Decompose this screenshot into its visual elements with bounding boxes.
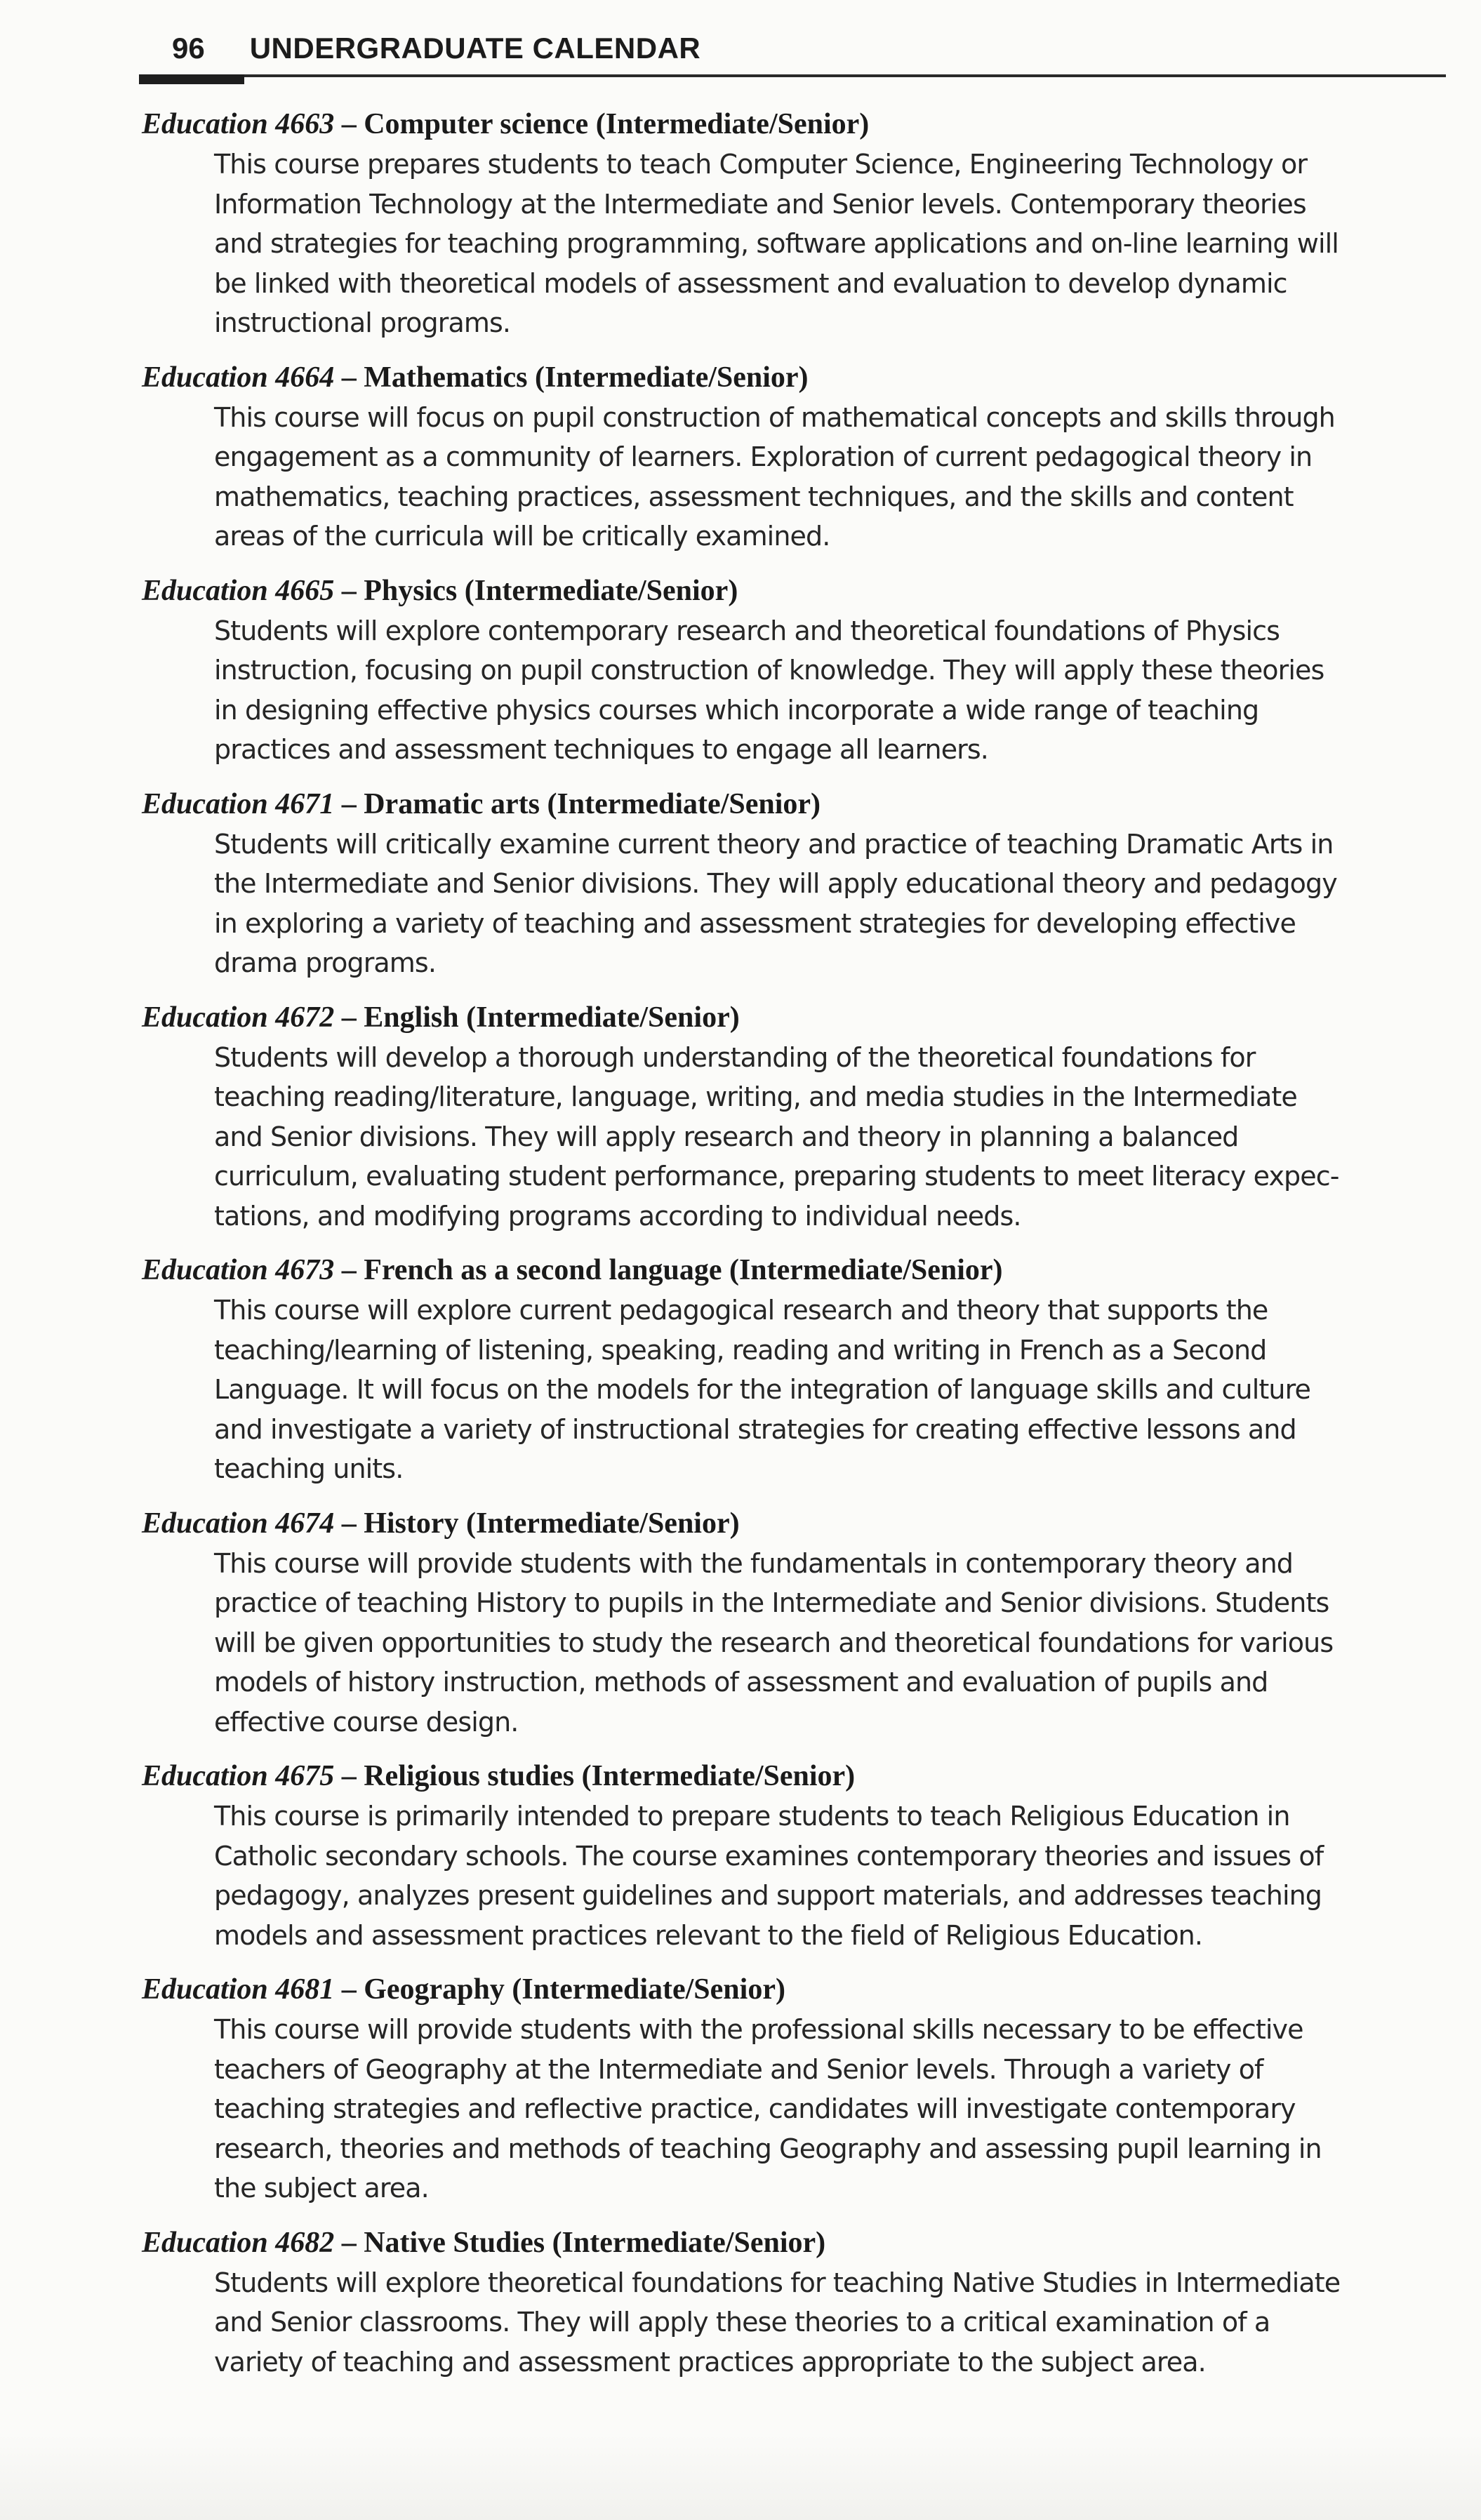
description-line: and Senior classrooms. They will apply these theories to a critical examination of a [214,2307,1270,2338]
running-head [172,24,700,73]
description-line: Catholic secondary schools. The course examines contemporary theories and issues of [214,1840,1324,1872]
course-entry [142,999,1454,1236]
course-code: Education 4681 [142,1973,335,2006]
course-entry [142,105,1454,343]
course-entry [142,1971,1454,2208]
course-description [214,398,1453,556]
description-line: practice of teaching History to pupils in the Intermediate and Senior divisions. Students [214,1587,1329,1618]
course-title: English (Intermediate/Senior) [364,1001,740,1034]
description-line: Students will explore theoretical foundations for teaching Native Studies in Intermediate [214,2267,1341,2298]
course-title: Geography (Intermediate/Senior) [364,1973,785,2006]
description-line: in exploring a variety of teaching and assessment strategies for developing effective [214,907,1296,939]
course-heading [142,785,1454,823]
course-heading [142,2224,1454,2262]
course-description [214,145,1453,343]
page-bottom-shade [0,2435,1481,2520]
description-line: This course will provide students with the fundamentals in contemporary theory and [214,1547,1293,1579]
description-line: mathematics, teaching practices, assessment techniques, and the skills and content [214,481,1294,512]
course-code: Education 4663 [142,108,335,140]
description-line: will be given opportunities to study the research and theoretical foundations for various [214,1627,1334,1658]
description-line: Students will critically examine current theory and practice of teaching Dramatic Arts in [214,828,1334,860]
heading-dash: – [341,787,357,820]
description-line: curriculum, evaluating student performance, preparing students to meet literacy expec- [214,1161,1339,1192]
description-line: This course will focus on pupil construction of mathematical concepts and skills through [214,401,1335,433]
description-line: This course will provide students with the professional skills necessary to be effective [214,2014,1303,2045]
heading-dash: – [341,361,357,394]
header-rule-block [139,74,244,84]
course-entry [142,1757,1454,1955]
description-line: pedagogy, analyzes present guidelines and support materials, and addresses teaching [214,1880,1322,1911]
course-list [142,105,1454,2397]
description-line: Information Technology at the Intermediate and Senior levels. Contemporary theories [214,188,1306,220]
course-title: Computer science (Intermediate/Senior) [364,108,870,140]
description-line: drama programs. [214,947,436,978]
course-description [214,2010,1453,2208]
course-title: French as a second language (Intermediate/Senior) [364,1254,1003,1286]
course-description [214,1038,1453,1236]
description-line: and strategies for teaching programming, software applications and on-line learning will [214,228,1339,259]
course-title: Physics (Intermediate/Senior) [364,574,738,607]
description-line: Students will develop a thorough understanding of the theoretical foundations for [214,1041,1256,1073]
course-entry [142,1505,1454,1742]
course-code: Education 4673 [142,1254,335,1286]
course-code: Education 4672 [142,1001,335,1034]
course-heading [142,1971,1454,2008]
heading-dash: – [341,2226,357,2259]
course-code: Education 4682 [142,2226,335,2259]
description-line: tations, and modifying programs according to individual needs. [214,1200,1021,1232]
heading-dash: – [341,1001,357,1034]
course-description [214,611,1453,770]
description-line: teaching strategies and reflective practice, candidates will investigate contemporary [214,2093,1296,2124]
course-entry [142,1251,1454,1489]
course-title: History (Intermediate/Senior) [364,1507,740,1540]
description-line: research, theories and methods of teaching Geography and assessing pupil learning in [214,2133,1322,2164]
course-description [214,825,1453,983]
description-line: the Intermediate and Senior divisions. They will apply educational theory and pedagogy [214,868,1337,899]
description-line: instructional programs. [214,307,511,338]
course-title: Religious studies (Intermediate/Senior) [364,1760,856,1792]
course-heading [142,359,1454,396]
description-line: Students will explore contemporary research and theoretical foundations of Physics [214,615,1280,646]
description-line: and Senior divisions. They will apply research and theory in planning a balanced [214,1121,1239,1152]
course-description [214,1796,1453,1955]
course-heading [142,572,1454,610]
description-line: models of history instruction, methods of assessment and evaluation of pupils and [214,1667,1268,1698]
header-title: UNDERGRADUATE CALENDAR [249,32,701,65]
heading-dash: – [341,1507,357,1540]
description-line: practices and assessment techniques to engage all learners. [214,734,988,765]
course-heading [142,1251,1454,1289]
course-title: Mathematics (Intermediate/Senior) [364,361,809,394]
description-line: This course will explore current pedagogical research and theory that supports the [214,1295,1268,1326]
description-line: teaching units. [214,1453,404,1484]
course-code: Education 4665 [142,574,335,607]
description-line: and investigate a variety of instructional strategies for creating effective lessons and [214,1413,1296,1445]
heading-dash: – [341,108,357,140]
description-line: in designing effective physics courses which incorporate a wide range of teaching [214,694,1259,726]
course-entry [142,785,1454,983]
description-line: models and assessment practices relevant to the field of Religious Education. [214,1919,1203,1951]
description-line: the subject area. [214,2173,429,2204]
heading-dash: – [341,574,357,607]
course-code: Education 4674 [142,1507,335,1540]
course-heading [142,1505,1454,1542]
description-line: Language. It will focus on the models for the integration of language skills and culture [214,1374,1310,1405]
course-heading [142,999,1454,1036]
description-line: variety of teaching and assessment practices appropriate to the subject area. [214,2346,1206,2378]
course-heading [142,105,1454,143]
course-title: Native Studies (Intermediate/Senior) [364,2226,826,2259]
course-title: Dramatic arts (Intermediate/Senior) [364,787,821,820]
course-code: Education 4664 [142,361,335,394]
course-code: Education 4675 [142,1760,335,1792]
course-entry [142,359,1454,556]
heading-dash: – [341,1254,357,1286]
course-entry [142,572,1454,770]
description-line: teachers of Geography at the Intermediate and Senior levels. Through a variety of [214,2053,1263,2085]
course-description [214,2263,1453,2382]
course-code: Education 4671 [142,787,335,820]
course-description [214,1291,1453,1489]
description-line: effective course design. [214,1706,519,1738]
description-line: This course is primarily intended to prepare students to teach Religious Education in [214,1801,1290,1832]
heading-dash: – [341,1760,357,1792]
description-line: engagement as a community of learners. Exploration of current pedagogical theory in [214,441,1313,472]
description-line: teaching reading/literature, language, writing, and media studies in the Intermediate [214,1081,1297,1112]
header-rule [139,74,1446,77]
heading-dash: – [341,1973,357,2006]
description-line: This course prepares students to teach Computer Science, Engineering Technology or [214,149,1308,180]
page-number: 96 [172,32,205,65]
description-line: teaching/learning of listening, speaking, reading and writing in French as a Second [214,1334,1267,1366]
course-entry [142,2224,1454,2382]
description-line: areas of the curricula will be critically examined. [214,521,830,552]
description-line: be linked with theoretical models of assessment and evaluation to develop dynamic [214,267,1287,299]
description-line: instruction, focusing on pupil construction of knowledge. They will apply these theories [214,655,1324,686]
course-heading [142,1757,1454,1795]
course-description [214,1544,1453,1742]
